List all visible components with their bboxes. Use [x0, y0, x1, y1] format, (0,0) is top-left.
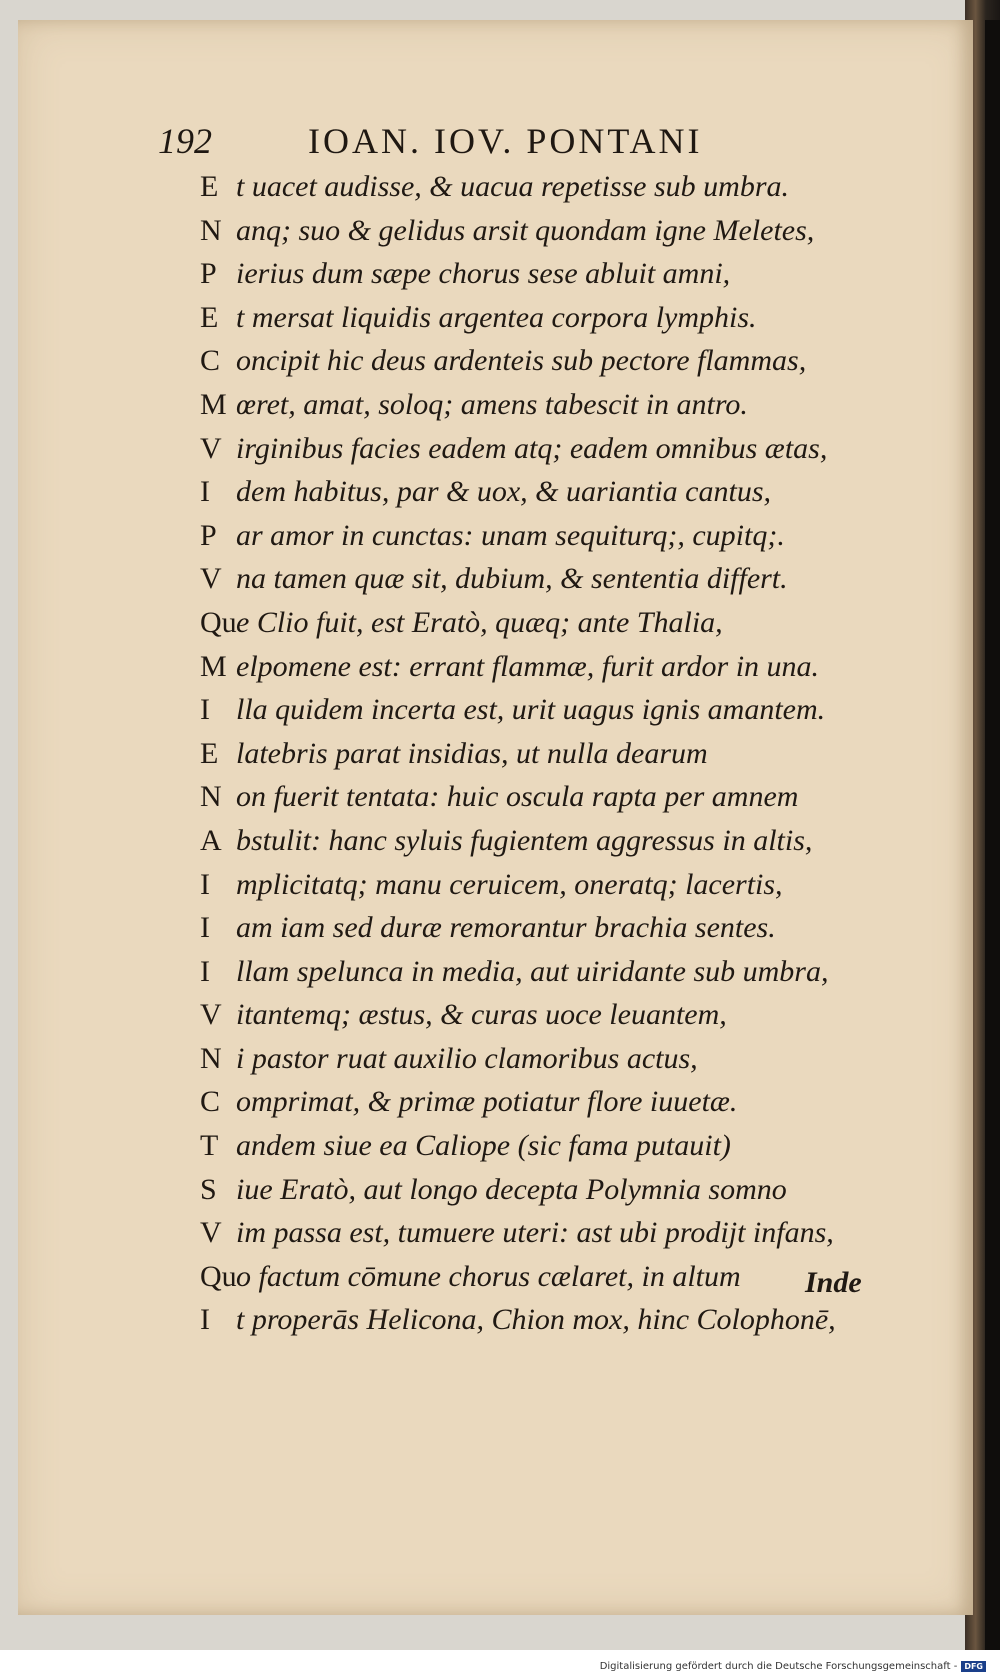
verse-initial: E [200, 170, 219, 203]
verse-line [200, 557, 920, 601]
verse-line [200, 427, 920, 471]
verse-initial: E [200, 300, 219, 334]
verse-text: ierius dum sæpe chorus sese abluit amni, [236, 257, 731, 291]
verse-initial: N [200, 1041, 222, 1075]
verse-text: andem siue ea Caliope (sic fama putauit) [236, 1129, 731, 1163]
verse-line [200, 732, 920, 776]
book-spine-shadow [985, 20, 1000, 1650]
page-header [158, 120, 878, 170]
digitization-footer [600, 1658, 986, 1674]
verse-initial: P [200, 257, 217, 291]
verse-line [200, 209, 920, 253]
verse-line [200, 993, 920, 1037]
verse-text: on fuerit tentata: huic oscula rapta per amnem [236, 780, 799, 814]
verse-line [200, 601, 920, 645]
verse-initial: V [200, 1216, 222, 1250]
verse-text: e Clio fuit, est Eratò, quæq; ante Thalia, [236, 605, 723, 639]
verse-line [200, 470, 920, 514]
catchword: Inde [805, 1266, 862, 1299]
verse-text: ar amor in cunctas: unam sequiturq;, cupitq;. [236, 518, 785, 552]
verse-line [200, 1211, 920, 1255]
verse-line [200, 1124, 920, 1168]
verse-initial: I [200, 1303, 210, 1337]
verse-line [200, 645, 920, 689]
verse-line [200, 165, 920, 209]
verse-initial: C [200, 344, 221, 378]
verse-initial: M [200, 649, 227, 683]
verse-line [200, 775, 920, 819]
verse-initial: I [200, 867, 210, 901]
verse-initial: T [200, 1129, 219, 1163]
verse-text: latebris parat insidias, ut nulla dearum [236, 736, 708, 770]
verse-line [200, 514, 920, 558]
verse-text: elpomene est: errant flammæ, furit ardor in una. [236, 649, 820, 683]
verse-text: anq; suo & gelidus arsit quondam igne Meletes, [236, 213, 815, 247]
verse-initial: I [200, 954, 210, 988]
verse-initial: M [200, 387, 227, 421]
verse-line [200, 339, 920, 383]
verse-initial: S [200, 1172, 217, 1206]
verse-initial: P [200, 518, 217, 552]
verse-line [200, 819, 920, 863]
page-number: 192 [158, 121, 212, 161]
verse-initial: C [200, 1085, 221, 1119]
verse-text: t properās Helicona, Chion mox, hinc Colophonē, [236, 1303, 836, 1337]
verse-text: llam spelunca in media, aut uiridante sub umbra, [236, 954, 829, 988]
verse-initial: N [200, 780, 222, 814]
verse-text: oncipit hic deus ardenteis sub pectore flammas, [236, 344, 807, 378]
verse-initial: I [200, 475, 210, 509]
verse-line [200, 296, 920, 340]
verse-text: o factum cōmune chorus cælaret, in altum [236, 1259, 741, 1293]
verse-initial: I [200, 911, 210, 945]
running-head: IOAN. IOV. PONTANI [308, 121, 703, 161]
verse-line [200, 383, 920, 427]
verse-text: t uacet audisse, & uacua repetisse sub umbra. [236, 170, 789, 203]
verse-line [200, 863, 920, 907]
verse-text: irginibus facies eadem atq; eadem omnibus ætas, [236, 431, 828, 465]
verse-initial: N [200, 213, 222, 247]
verse-line [200, 1037, 920, 1081]
verse-line [200, 1298, 920, 1342]
verse-text: lla quidem incerta est, urit uagus ignis amantem. [236, 693, 826, 727]
verse-text: bstulit: hanc syluis fugientem aggressus in altis, [236, 823, 813, 857]
verse-text: i pastor ruat auxilio clamoribus actus, [236, 1041, 698, 1075]
verse-text: itantemq; æstus, & curas uoce leuantem, [236, 998, 727, 1032]
verse-line [200, 950, 920, 994]
verse-text: dem habitus, par & uox, & uariantia cantus, [236, 475, 771, 509]
verse-line [200, 1168, 920, 1212]
footer-text: Digitalisierung gefördert durch die Deutsche Forschungsgemeinschaft - [599, 1660, 958, 1672]
verse-line [200, 688, 920, 732]
dfg-logo: DFG [961, 1661, 986, 1672]
verse-text: na tamen quæ sit, dubium, & sententia differt. [236, 562, 788, 596]
verse-initial: E [200, 736, 219, 770]
verse-initial: Qu [200, 1259, 237, 1293]
poem-text [200, 165, 920, 1342]
verse-initial: A [200, 823, 222, 857]
verse-text: iue Eratò, aut longo decepta Polymnia somno [236, 1172, 787, 1206]
verse-line [200, 906, 920, 950]
verse-initial: V [200, 998, 222, 1032]
verse-line [200, 1080, 920, 1124]
verse-line [200, 252, 920, 296]
verse-text: omprimat, & primæ potiatur flore iuuetæ. [236, 1085, 738, 1119]
verse-initial: Qu [200, 605, 237, 639]
verse-text: œret, amat, soloq; amens tabescit in antro. [236, 387, 748, 421]
verse-text: im passa est, tumuere uteri: ast ubi prodijt infans, [236, 1216, 834, 1250]
verse-initial: I [200, 693, 210, 727]
verse-text: am iam sed duræ remorantur brachia sentes. [236, 911, 776, 945]
verse-text: t mersat liquidis argentea corpora lymphis. [236, 300, 757, 334]
verse-initial: V [200, 562, 222, 596]
verse-text: mplicitatq; manu ceruicem, oneratq; lacertis, [236, 867, 783, 901]
verse-initial: V [200, 431, 222, 465]
